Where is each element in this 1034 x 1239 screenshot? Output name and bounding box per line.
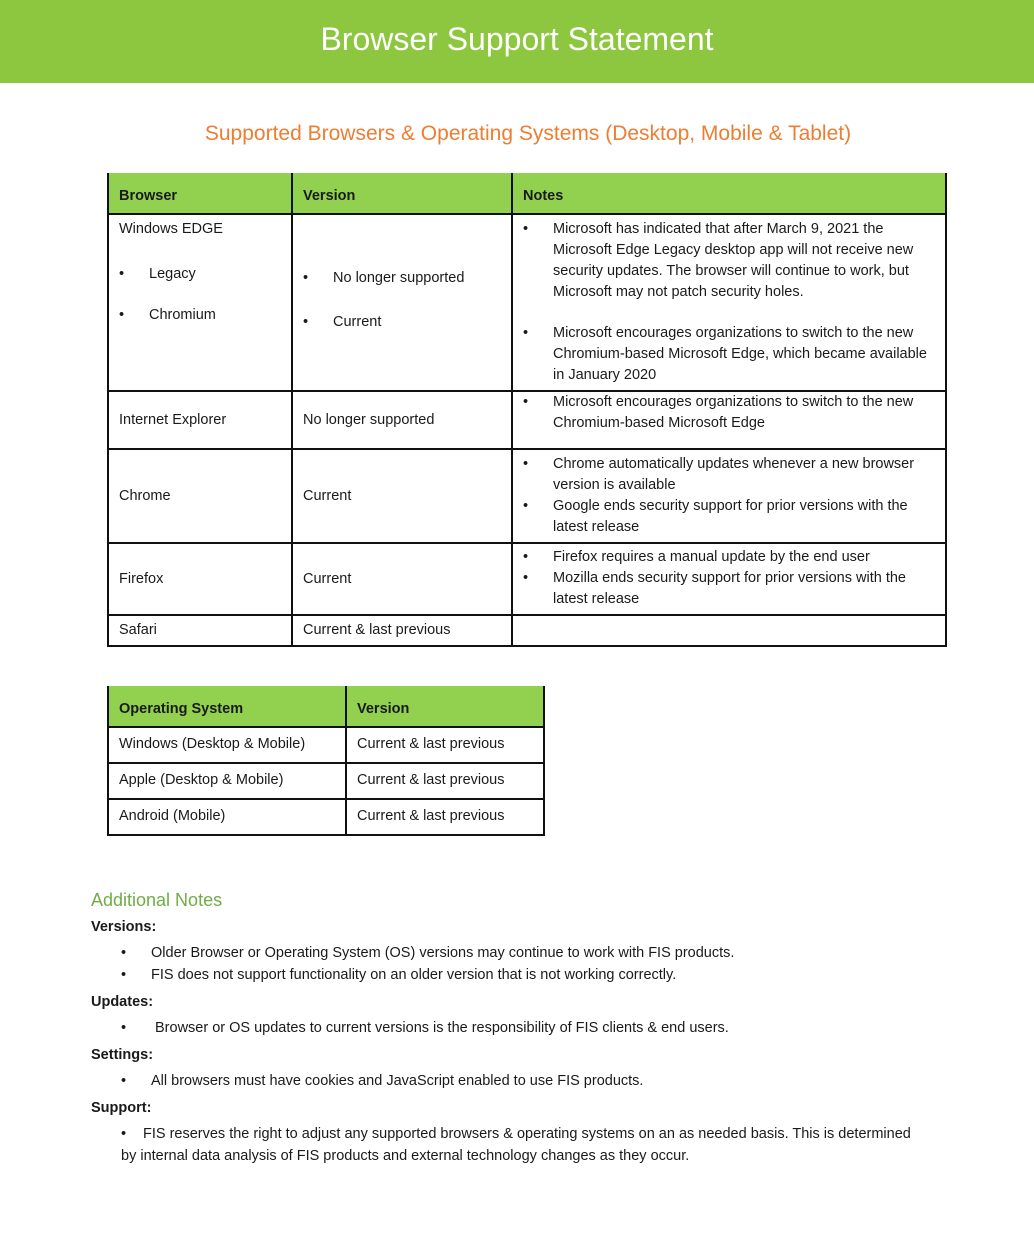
note-item: • Older Browser or Operating System (OS) versions may continue to work with FIS products. bbox=[121, 942, 971, 964]
notes-cell bbox=[512, 391, 946, 449]
additional-notes-section bbox=[91, 890, 971, 1167]
os-cell: Apple (Desktop & Mobile) bbox=[108, 763, 346, 799]
browser-name: Windows EDGE bbox=[119, 221, 223, 237]
note-item: • All browsers must have cookies and JavaScript enabled to use FIS products. bbox=[121, 1070, 971, 1092]
sub-browser-legacy: • Legacy bbox=[119, 264, 281, 285]
note-item: • Microsoft has indicated that after March 9, 2021 the Microsoft Edge Legacy desktop app will not receive new security updates. The browser will continue to work, but Microsoft may not patch security holes. bbox=[523, 219, 935, 303]
notes-cell bbox=[512, 543, 946, 615]
table-row-firefox bbox=[108, 543, 946, 615]
header-banner bbox=[0, 0, 1034, 83]
table-row bbox=[108, 763, 544, 799]
os-cell: Windows (Desktop & Mobile) bbox=[108, 727, 346, 763]
version-legacy: • No longer supported bbox=[303, 268, 501, 289]
browser-support-table bbox=[107, 173, 947, 647]
notes-heading-settings: Settings: bbox=[91, 1047, 154, 1063]
version-chromium: • Current bbox=[303, 312, 501, 333]
notes-heading-versions: Versions: bbox=[91, 919, 157, 935]
note-item: • FIS does not support functionality on an older version that is not working correctly. bbox=[121, 964, 971, 986]
note-item: • Microsoft encourages organizations to switch to the new Chromium-based Microsoft Edge bbox=[523, 392, 935, 434]
browser-cell: Firefox bbox=[108, 543, 292, 615]
notes-heading-support: Support: bbox=[91, 1100, 152, 1116]
note-item: • Chrome automatically updates whenever a new browser version is available bbox=[523, 454, 935, 496]
notes-cell bbox=[512, 214, 946, 391]
version-cell: Current & last previous bbox=[292, 615, 512, 646]
table-row bbox=[108, 799, 544, 835]
table-row-ie bbox=[108, 391, 946, 449]
notes-list-support bbox=[121, 1123, 921, 1167]
version-cell: Current & last previous bbox=[346, 799, 544, 835]
version-cell: Current bbox=[292, 449, 512, 543]
version-cell bbox=[292, 214, 512, 391]
notes-heading-updates: Updates: bbox=[91, 994, 154, 1010]
column-header-notes: Notes bbox=[512, 173, 946, 214]
notes-cell bbox=[512, 615, 946, 646]
sub-browser-chromium: • Chromium bbox=[119, 305, 281, 326]
note-item: • Google ends security support for prior versions with the latest release bbox=[523, 496, 935, 538]
browser-cell: Chrome bbox=[108, 449, 292, 543]
column-header-version: Version bbox=[292, 173, 512, 214]
table-row-edge bbox=[108, 214, 946, 391]
browser-cell: Safari bbox=[108, 615, 292, 646]
section-subtitle: Supported Browsers & Operating Systems (Desktop, Mobile & Tablet) bbox=[204, 122, 852, 145]
note-item: • Browser or OS updates to current versions is the responsibility of FIS clients & end users. bbox=[121, 1017, 971, 1039]
notes-list-versions bbox=[121, 942, 971, 986]
notes-list-updates bbox=[121, 1017, 971, 1039]
note-item: • Microsoft encourages organizations to switch to the new Chromium-based Microsoft Edge, which became available in January 2020 bbox=[523, 323, 935, 386]
table-header-row bbox=[108, 173, 946, 214]
version-cell: Current & last previous bbox=[346, 763, 544, 799]
browser-cell bbox=[108, 214, 292, 391]
os-support-table bbox=[107, 686, 545, 836]
table-row-chrome bbox=[108, 449, 946, 543]
browser-cell: Internet Explorer bbox=[108, 391, 292, 449]
column-header-browser: Browser bbox=[108, 173, 292, 214]
note-item: • Firefox requires a manual update by the end user bbox=[523, 547, 935, 568]
column-header-version: Version bbox=[346, 686, 544, 727]
table-row-safari bbox=[108, 615, 946, 646]
notes-list-settings bbox=[121, 1070, 971, 1092]
version-cell: No longer supported bbox=[292, 391, 512, 449]
additional-notes-title: Additional Notes bbox=[91, 890, 223, 910]
note-item: FIS reserves the right to adjust any supported browsers & operating systems on an as needed basis. This is determined by internal data analysis of FIS products and external technology changes as they occur. bbox=[121, 1126, 911, 1164]
table-row bbox=[108, 727, 544, 763]
version-cell: Current bbox=[292, 543, 512, 615]
column-header-os: Operating System bbox=[108, 686, 346, 727]
table-header-row bbox=[108, 686, 544, 727]
page-title: Browser Support Statement bbox=[320, 21, 714, 57]
notes-cell bbox=[512, 449, 946, 543]
note-item: • Mozilla ends security support for prior versions with the latest release bbox=[523, 568, 935, 610]
os-cell: Android (Mobile) bbox=[108, 799, 346, 835]
version-cell: Current & last previous bbox=[346, 727, 544, 763]
bullet-icon: • bbox=[121, 1126, 127, 1142]
